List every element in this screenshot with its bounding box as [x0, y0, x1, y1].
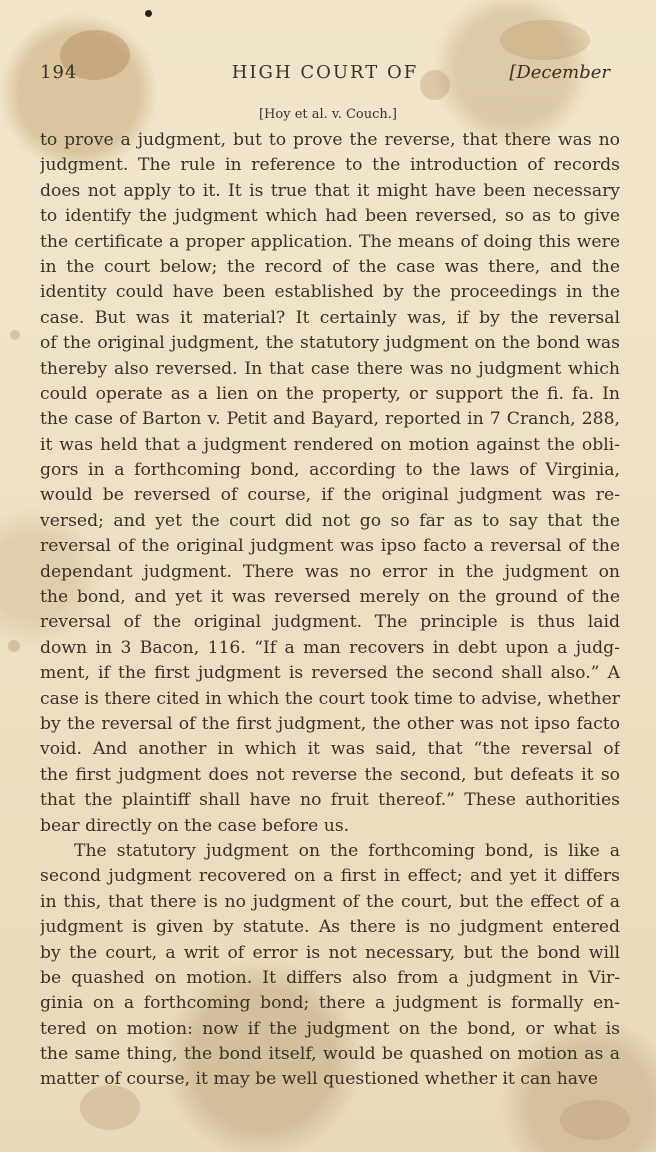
- foxing-stain: [560, 1100, 630, 1140]
- text-line: case. But was it material? It certainly was, if by the reversal: [40, 307, 620, 328]
- text-line: The statutory judgment on the forthcoming bond, is like a: [74, 840, 620, 861]
- text-line: could operate as a lien on the property, or support the fi. fa. In: [40, 383, 620, 404]
- text-line: dependant judgment. There was no error in the judgment on: [40, 561, 620, 582]
- text-line: versed; and yet the court did not go so far as to say that the: [40, 510, 620, 531]
- text-line: by the court, a writ of error is not necessary, but the bond will: [40, 942, 620, 963]
- text-line: the same thing, the bond itself, would be quashed on motion as a: [40, 1044, 620, 1065]
- running-head-month: [December: [509, 62, 610, 83]
- case-title: [Hoy et al. v. Couch.]: [258, 107, 397, 122]
- text-line: void. And another in which it was said, that “the reversal of: [40, 739, 620, 760]
- text-line: in the court below; the record of the case was there, and the: [40, 256, 620, 277]
- text-line: does not apply to it. It is true that it might have been necessary: [40, 180, 620, 201]
- body-text: [40, 128, 620, 1093]
- text-line: gors in a forthcoming bond, according to the laws of Virginia,: [40, 460, 620, 481]
- ink-dot: [145, 10, 152, 17]
- text-line: tered on motion: now if the judgment on the bond, or what is: [40, 1018, 620, 1039]
- text-line: bear directly on the case before us.: [40, 815, 350, 836]
- foxing-stain: [500, 20, 590, 60]
- text-line: thereby also reversed. In that case there was no judgment which: [40, 358, 620, 379]
- text-line: would be reversed of course, if the original judgment was re-: [40, 485, 620, 506]
- text-line: the case of Barton v. Petit and Bayard, reported in 7 Cranch, 288,: [40, 409, 620, 430]
- text-line: reversal of the original judgment was ipso facto a reversal of the: [40, 536, 620, 557]
- text-line: the first judgment does not reverse the second, but defeats it so: [40, 764, 620, 785]
- text-line: be quashed on motion. It differs also from a judgment in Vir-: [40, 967, 620, 988]
- text-line: down in 3 Bacon, 116. “If a man recovers in debt upon a judg-: [40, 637, 620, 658]
- text-line: the bond, and yet it was reversed merely on the ground of the: [40, 587, 620, 608]
- page-header: [40, 62, 610, 86]
- text-line: in this, that there is no judgment of the court, but the effect of a: [40, 891, 620, 912]
- text-line: matter of course, it may be well questioned whether it can have: [40, 1069, 598, 1090]
- running-head: HIGH COURT OF: [231, 62, 419, 83]
- foxing-stain: [8, 640, 20, 652]
- text-line: case is there cited in which the court took time to advise, whether: [40, 688, 620, 709]
- text-line: reversal of the original judgment. The principle is thus laid: [40, 612, 620, 633]
- text-line: to identify the judgment which had been reversed, so as to give: [40, 206, 620, 227]
- foxing-stain: [10, 330, 20, 340]
- text-line: by the reversal of the first judgment, the other was not ipso facto: [40, 713, 620, 734]
- text-line: it was held that a judgment rendered on motion against the obli-: [40, 434, 620, 455]
- text-line: identity could have been established by the proceedings in the: [40, 282, 620, 303]
- text-line: that the plaintiff shall have no fruit thereof.” These authorities: [40, 790, 620, 811]
- text-line: judgment is given by statute. As there is no judgment entered: [40, 917, 620, 938]
- text-line: ginia on a forthcoming bond; there a judgment is formally en-: [40, 993, 620, 1014]
- text-line: judgment. The rule in reference to the introduction of records: [40, 155, 620, 176]
- text-line: the certificate a proper application. The means of doing this were: [40, 231, 620, 252]
- text-line: to prove a judgment, but to prove the reverse, that there was no: [40, 130, 620, 150]
- text-line: ment, if the first judgment is reversed the second shall also.” A: [40, 663, 620, 684]
- page-number: 194: [40, 62, 78, 83]
- text-line: second judgment recovered on a first in effect; and yet it differs: [40, 866, 620, 887]
- text-line: of the original judgment, the statutory judgment on the bond was: [40, 333, 620, 354]
